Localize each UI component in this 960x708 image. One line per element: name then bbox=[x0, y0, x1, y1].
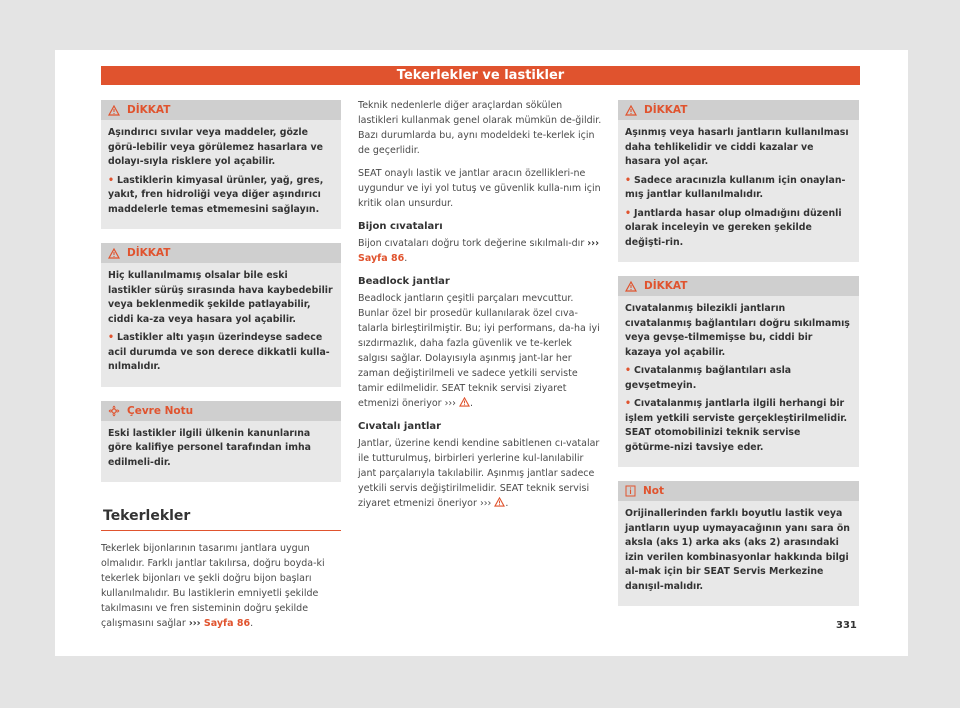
subheading: Bijon cıvataları bbox=[358, 221, 443, 232]
warning-bullet: • Cıvatalanmış jantlarla ilgili herhangi bir işlem yetkili serviste gerçekleştirilmelidir. SEAT otomobilinizi teknik servise götürme-nizi tavsiye eder. bbox=[625, 398, 848, 453]
warning-triangle-icon bbox=[625, 281, 637, 292]
warning-header bbox=[101, 243, 341, 263]
leaf-icon bbox=[108, 405, 120, 417]
chapter-header bbox=[101, 66, 860, 85]
section-paragraph: Tekerlek bijonlarının tasarımı jantlara uygun olmalıdır. Farklı jantlar takılırsa, doğru boyda-ki tekerlek bijonları ve şekli doğru bijon başları kullanılmalıdır. Bu lastiklerin emniyetli şekilde takılmasını ve fren sisteminin doğru şekilde çalışmasını sağlar ››› Sayfa 86. bbox=[101, 543, 325, 629]
warning-box bbox=[101, 100, 341, 229]
environment-note-title: Çevre Notu bbox=[127, 404, 194, 417]
warning-title: DİKKAT bbox=[127, 104, 171, 116]
warning-title: DİKKAT bbox=[644, 280, 688, 292]
warning-box bbox=[101, 243, 341, 387]
warning-triangle-icon bbox=[108, 105, 120, 116]
note-text: Orijinallerinden farklı boyutlu lastik veya jantların uyup uymayacağının yanı sara ön aksla (aks 1) arka aks (aks 2) arasındaki izin verilen kombinasyonlar hakkında bilgi al-mak için bir SEAT Servis Merkezine danışıl-malıdır. bbox=[625, 508, 850, 592]
warning-bullet: • Lastikler altı yaşın üzerindeyse sadece acil durumda ve son derece dikkatli kulla-nılmalıdır. bbox=[108, 332, 330, 372]
environment-note-box bbox=[101, 401, 341, 483]
warning-title: DİKKAT bbox=[127, 247, 171, 259]
info-icon bbox=[625, 485, 636, 497]
warning-header bbox=[101, 100, 341, 120]
subheading: Cıvatalı jantlar bbox=[358, 421, 442, 432]
warning-text: Hiç kullanılmamış olsalar bile eski lastikler sürüş sırasında hava kaybedebilir veya beklenmedik şekilde patlayabilir, ciddi ka-za veya hasara yol açabilir. bbox=[108, 270, 333, 325]
warning-header bbox=[618, 100, 859, 120]
warning-triangle-icon bbox=[494, 497, 505, 507]
paragraph: Teknik nedenlerle diğer araçlardan sökülen lastikleri kullanmak genel olarak mümkün de-ğildir. Bazı durumlarda bu, aynı modeldeki te-kerlek için de geçerlidir. bbox=[358, 100, 602, 156]
warning-bullet: • Cıvatalanmış bağlantıları asla gevşetmeyin. bbox=[625, 365, 792, 391]
warning-triangle-icon bbox=[108, 248, 120, 259]
subheading: Beadlock jantlar bbox=[358, 276, 450, 287]
note-header bbox=[618, 481, 859, 501]
warning-text: Cıvatalanmış bilezikli jantların cıvatalanmış bağlantıları doğru sıkılmamış veya gevşe-tilmemişse bu, ciddi bir kazaya yol açabilir. bbox=[625, 303, 850, 358]
page-reference-link[interactable]: ››› Sayfa 86 bbox=[188, 618, 251, 629]
paragraph: Beadlock jantların çeşitli parçaları mevcuttur. Bunlar özel bir prosedür kullanılarak özel cıva-talarla birleştirilmiştir. Bu; iyi performans, da-ha iyi sızdırmazlık, daha fazla güvenlik ve te-kerlek salgısı sağlar. Dolayısıyla aşınmış jant-lar her zaman değiştirilmeli ve sadece yetkili serviste tamir edilmelidir. SEAT teknik servisi ziyaret etmenizi öneriyor ››› . bbox=[358, 293, 600, 409]
note-title: Not bbox=[643, 485, 665, 497]
warning-bullet: • Sadece aracınızla kullanım için onaylan-mış jantlar kullanılmalıdır. bbox=[625, 174, 846, 200]
warning-box bbox=[618, 100, 859, 262]
page-number: 331 bbox=[836, 620, 857, 631]
warning-text: Aşındırıcı sıvılar veya maddeler, gözle görü-lebilir veya görülemez hasarlara ve dolayı-sıyla risklere yol açabilir. bbox=[108, 127, 323, 167]
column-middle bbox=[358, 98, 603, 519]
warning-bullet: • Jantlarda hasar olup olmadığını düzenli olarak inceleyin ve gereken şekilde değişti-rin. bbox=[625, 207, 842, 248]
warning-reference-link[interactable]: ››› bbox=[480, 498, 505, 509]
environment-note-text: Eski lastikler ilgili ülkenin kanunlarına göre kalifiye personel tarafından imha edilmeli-dir. bbox=[108, 427, 311, 468]
warning-triangle-icon bbox=[459, 397, 470, 407]
section-title: Tekerlekler bbox=[101, 508, 341, 531]
paragraph: Jantlar, üzerine kendi kendine sabitlenen cı-vatalar ile tutturulmuş, birbirleri yerlerine kul-lanılabilir jant parçalarıyla takılabilir. Aşınmış jantlar sadece yetkili servis değiştirilmelidir. SEAT teknik servisi ziyaret etmenizi öneriyor ››› . bbox=[358, 438, 600, 509]
note-box bbox=[618, 481, 859, 606]
page-reference-link[interactable]: ››› Sayfa 86 bbox=[358, 238, 599, 264]
warning-reference-link[interactable]: ››› bbox=[445, 398, 470, 409]
chapter-title: Tekerlekler ve lastikler bbox=[396, 68, 565, 83]
column-right bbox=[618, 100, 859, 620]
environment-note-header bbox=[101, 401, 341, 421]
warning-triangle-icon bbox=[625, 105, 637, 116]
warning-header bbox=[618, 276, 859, 296]
paragraph: Bijon cıvataları doğru tork değerine sıkılmalı-dır ››› Sayfa 86. bbox=[358, 238, 599, 264]
warning-bullet: • Lastiklerin kimyasal ürünler, yağ, gres, yakıt, fren hidroliği veya diğer aşındırıcı maddelerle temas etmemesini sağlayın. bbox=[108, 174, 324, 215]
column-left bbox=[101, 100, 341, 639]
paragraph: SEAT onaylı lastik ve jantlar aracın özellikleri-ne uygundur ve iyi yol tutuş ve güvenlik kulla-nım için kritik olan unsurdur. bbox=[358, 168, 601, 209]
warning-box bbox=[618, 276, 859, 467]
warning-title: DİKKAT bbox=[644, 104, 688, 116]
warning-text: Aşınmış veya hasarlı jantların kullanılması daha tehlikelidir ve ciddi kazalar ve hasara yol açar. bbox=[625, 127, 849, 167]
